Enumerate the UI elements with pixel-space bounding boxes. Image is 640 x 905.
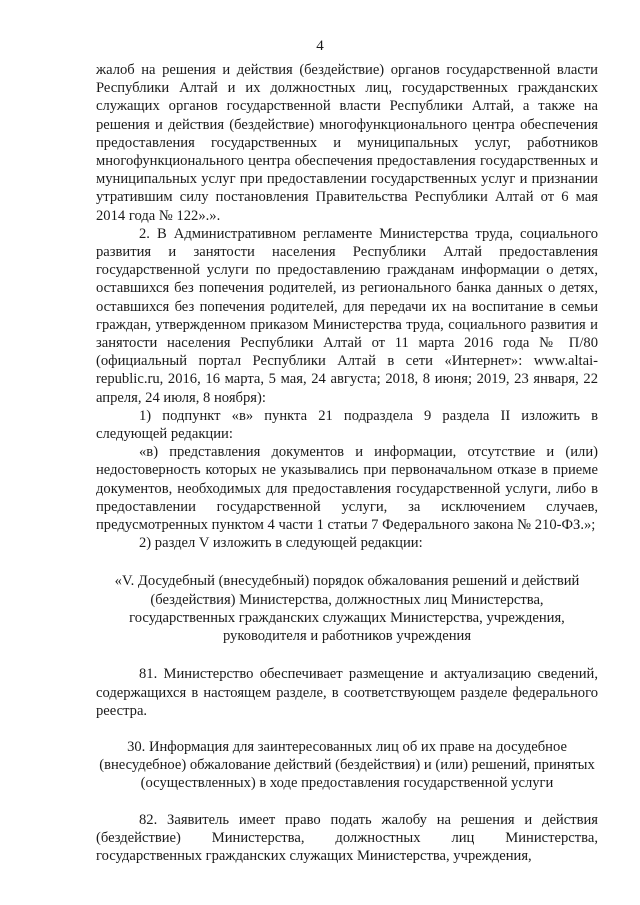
paragraph-subitem-2: 2) раздел V изложить в следующей редакции: <box>139 535 423 552</box>
paragraph-82: 82. Заявитель имеет право подать жалобу на решения и действия (бездействие) Министерства, должностных лиц Министерства, государственных гражданских служащих Министерства, учреждения, <box>96 811 598 864</box>
subsection-heading-30: 30. Информация для заинтересованных лиц об их праве на досудебное (внесудебное) обжалование действий (бездействия) и (или) решений, принятых (осуществленных) в ходе предоставления государственной услуги <box>99 738 595 792</box>
page-number: 4 <box>316 38 324 54</box>
paragraph-item-2: 2. В Административном регламенте Министерства труда, социального развития и занятости населения Республики Алтай предоставления государственной услуги по предоставлению гражданам информации о детях, оставшихся без попечения родителей, из регионального банка данных о детях, оставшихся без попечения родителей, для передачи их на воспитание в семьи граждан, утвержденном приказом Министерства труда, социального развития и занятости населения Республики Алтай от 11 марта 2016 года № П/80 (официальный портал Республики Алтай в сети «Интернет»: www.altai-republic.ru, 2016, 16 марта, 5 мая, 24 августа; 2018, 8 июня; 2019, 23 января, 22 апреля, 24 июля, 8 ноября): <box>96 225 598 406</box>
document-body <box>96 61 598 865</box>
paragraph-81: 81. Министерство обеспечивает размещение и актуализацию сведений, содержащихся в настоящем разделе, в соответствующем разделе федерального реестра. <box>96 666 598 719</box>
paragraph-quote-v: «в) представления документов и информации, отсутствие и (или) недостоверность которых не указывались при первоначальном отказе в приеме документов, необходимых для предоставления государственной услуги, либо в предоставлении государственной услуги, за исключением случаев, предусмотренных пунктом 4 части 1 статьи 7 Федерального закона № 210-ФЗ.»; <box>96 444 598 534</box>
section-heading-v: «V. Досудебный (внесудебный) порядок обжалования решений и действий (бездействия) Министерства, должностных лиц Министерства, государственных гражданских служащих Министерства, учреждения, руководителя и работников учреждения <box>114 573 580 645</box>
paragraph-subitem-1: 1) подпункт «в» пункта 21 подраздела 9 раздела II изложить в следующей редакции: <box>96 407 598 443</box>
paragraph-continuation: жалоб на решения и действия (бездействие) органов государственной власти Республики Алтай и их должностных лиц, государственных гражданских служащих органов государственной власти Республики Алтай, а также на решения и действия (бездействие) многофункционального центра обеспечения предоставления государственных и муниципальных услуг, работников многофункционального центра обеспечения предоставления государственных и муниципальных услуг при предоставлении государственных услуг и признании утратившим силу постановления Правительства Республики Алтай от 6 мая 2014 года № 122».». <box>96 62 598 224</box>
